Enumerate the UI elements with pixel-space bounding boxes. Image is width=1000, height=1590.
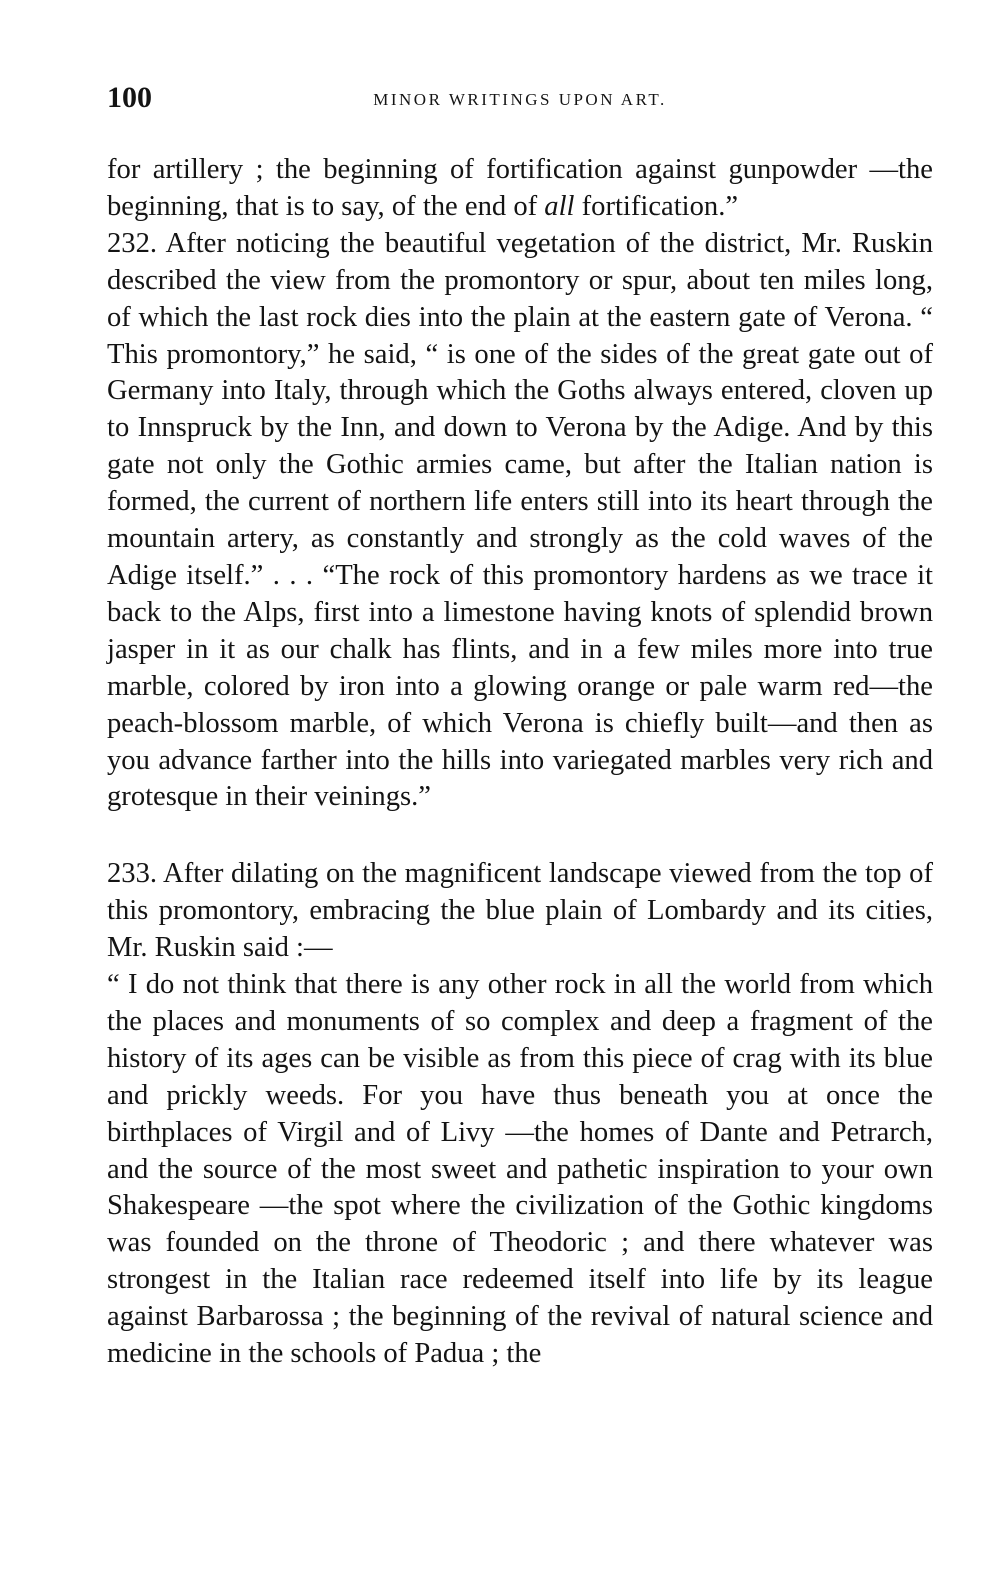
running-head bbox=[107, 78, 933, 118]
paragraph-233: 233. After dilating on the magnificent landscape viewed from the top of this promontory, embracing the blue plain of Lombardy and its cities, Mr. Ruskin said :— bbox=[107, 858, 933, 964]
paragraph-continuation bbox=[107, 152, 933, 226]
book-page bbox=[107, 78, 933, 1373]
emphasis-all: all bbox=[544, 190, 575, 222]
running-title: MINOR WRITINGS UPON ART. bbox=[373, 90, 667, 109]
section-gap bbox=[107, 816, 933, 856]
paragraph-continuation-text: for artillery ; the beginning of fortification against gunpowder —the beginning, that is to say, of the end of bbox=[107, 154, 933, 222]
paragraph-232: 232. After noticing the beautiful vegetation of the district, Mr. Ruskin described the view from the promontory or spur, about ten miles long, of which the last rock dies into the plain at the eastern gate of Verona. “ This promontory,” he said, “ is one of the sides of the great gate out of Germany into Italy, through which the Goths always entered, cloven up to Innspruck by the Inn, and down to Verona by the Adige. And by this gate not only the Gothic armies came, but after the Italian nation is formed, the current of northern life enters still into its heart through the mountain artery, as constantly and strongly as the cold waves of the Adige itself.” . . . “The rock of this promontory hardens as we trace it back to the Alps, first into a limestone having knots of splendid brown jasper in it as our chalk has flints, and in a few miles more into true marble, colored by iron into a glowing orange or pale warm red—the peach-blossom marble, of which Verona is chiefly built—and then as you advance farther into the hills into variegated marbles very rich and grotesque in their veinings.” bbox=[107, 227, 933, 813]
paragraph-quotation: “ I do not think that there is any other rock in all the world from which the places and monuments of so complex and deep a fragment of the history of its ages can be visible as from this piece of crag with its blue and prickly weeds. For you have thus beneath you at once the birthplaces of Virgil and of Livy —the homes of Dante and Petrarch, and the source of the most sweet and pathetic inspiration to your own Shakespeare —the spot where the civilization of the Gothic kingdoms was founded on the throne of Theodoric ; and there whatever was strongest in the Italian race redeemed itself into life by its league against Barbarossa ; the beginning of the revival of natural science and medicine in the schools of Padua ; the bbox=[107, 969, 933, 1370]
paragraph-continuation-end: fortification.” bbox=[574, 190, 739, 222]
page-number: 100 bbox=[107, 81, 152, 114]
